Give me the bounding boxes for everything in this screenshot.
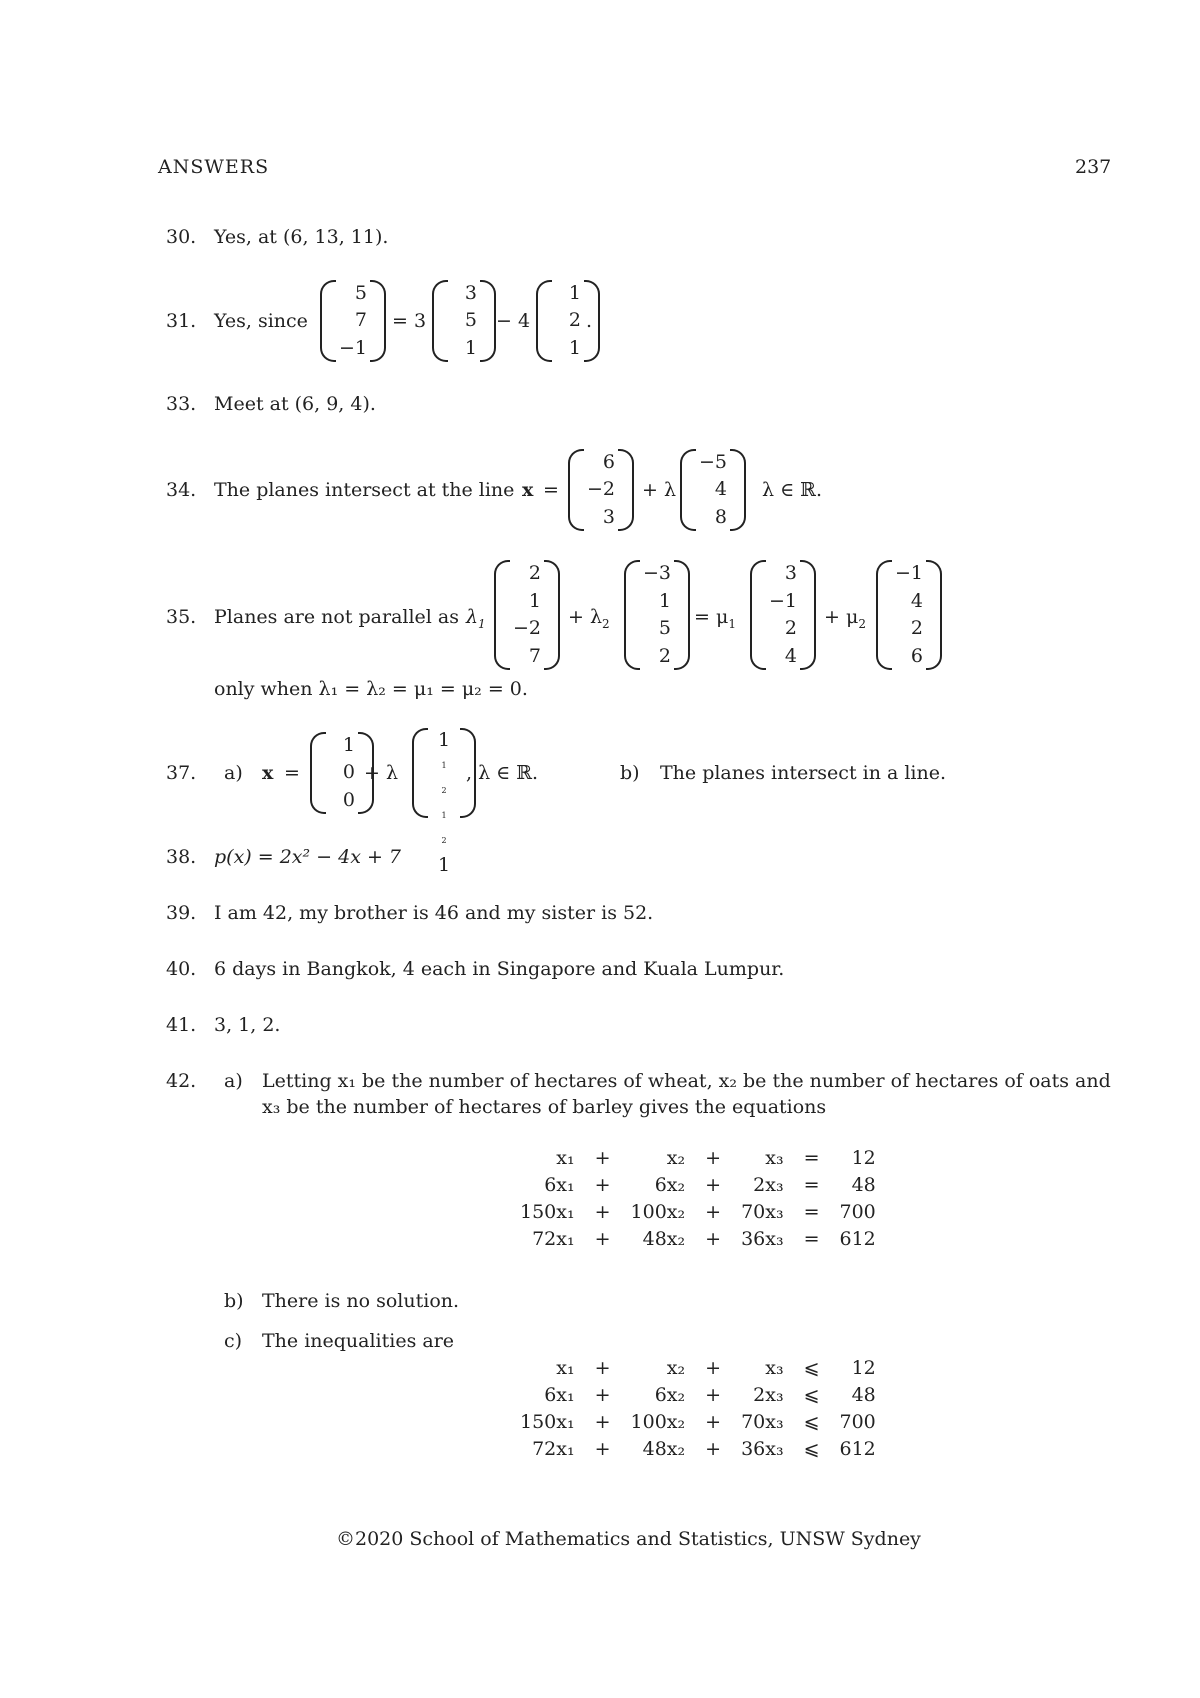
answer-text: x₃ be the number of hectares of barley gives the equations	[262, 1096, 827, 1118]
equation-system	[510, 1144, 886, 1252]
answer-number: 39.	[166, 902, 197, 924]
answer-text: Meet at (6, 9, 4).	[214, 393, 376, 415]
minus-coefficient: − 4	[496, 310, 531, 332]
answer-number: 42.	[166, 1070, 197, 1092]
column-vector: 6 −2 3	[568, 449, 634, 531]
plus-lambda-2: + $\lambda_2$	[568, 606, 610, 631]
part-label: a)	[224, 1070, 243, 1092]
column-vector: 3 −1 2 4	[750, 560, 816, 670]
answer-text: Letting x₁ be the number of hectares of wheat, x₂ be the number of hectares of oats and	[262, 1070, 1111, 1092]
answer-number: 37.	[166, 762, 197, 784]
plus-lambda: + λ	[364, 762, 399, 784]
part-label: c)	[224, 1330, 243, 1352]
answer-number: 38.	[166, 846, 197, 868]
equation-row: 72x₁ + 48x₂ + 36x₃ = 612	[532, 1227, 876, 1250]
lambda-in-R: λ ∈ ℝ.	[762, 479, 823, 501]
answer-text: Yes, since	[214, 310, 308, 332]
equals-sign: =	[284, 762, 300, 784]
equals-mu-1: = $\mu_1$	[694, 606, 736, 631]
part-label: a)	[224, 762, 243, 784]
answer-text: There is no solution.	[262, 1290, 460, 1312]
answer-text: Planes are not parallel as	[214, 606, 459, 628]
equation-row: 150x₁ + 100x₂ + 70x₃ = 700	[520, 1200, 876, 1223]
answer-number: 41.	[166, 1014, 197, 1036]
vector-x: x	[522, 479, 534, 501]
column-vector: 3 5 1	[432, 280, 496, 362]
answer-text: 3, 1, 2.	[214, 1014, 281, 1036]
answer-text: 6 days in Bangkok, 4 each in Singapore and Kuala Lumpur.	[214, 958, 785, 980]
answer-text: Yes, at (6, 13, 11).	[214, 226, 389, 248]
inequality-row: 150x₁ + 100x₂ + 70x₃ ⩽ 700	[520, 1410, 876, 1433]
column-vector: 1 2 1	[536, 280, 600, 362]
part-label: b)	[224, 1290, 244, 1312]
equals-sign: =	[543, 479, 559, 501]
answer-text: p(x) = 2x² − 4x + 7	[214, 846, 402, 868]
period: .	[586, 310, 593, 332]
answer-number: 35.	[166, 606, 197, 628]
answer-text: The planes intersect at the line	[214, 479, 515, 501]
page-number: 237	[1075, 156, 1112, 178]
lambda-in-R: , λ ∈ ℝ.	[466, 762, 539, 784]
equation-row: x₁ + x₂ + x₃ = 12	[556, 1146, 876, 1169]
inequality-row: 72x₁ + 48x₂ + 36x₃ ⩽ 612	[532, 1437, 876, 1460]
column-vector: 2 1 −2 7	[494, 560, 560, 670]
answer-text: I am 42, my brother is 46 and my sister is 52.	[214, 902, 654, 924]
vector-x: x	[262, 762, 274, 784]
column-vector: 5 7 −1	[320, 280, 386, 362]
copyright-footer: ©2020 School of Mathematics and Statistics, UNSW Sydney	[336, 1528, 921, 1550]
column-vector: −5 4 8	[680, 449, 746, 531]
equals-coefficient: = 3	[392, 310, 427, 332]
column-vector: −3 1 5 2	[624, 560, 690, 670]
answer-number: 33.	[166, 393, 197, 415]
answer-number: 30.	[166, 226, 197, 248]
part-label: b)	[620, 762, 640, 784]
plus-mu-2: + $\mu_2$	[824, 606, 866, 631]
answer-text: The planes intersect in a line.	[660, 762, 947, 784]
column-vector: 1 0 0	[310, 732, 374, 814]
running-header: ANSWERS	[158, 156, 270, 178]
inequality-row: x₁ + x₂ + x₃ ⩽ 12	[556, 1356, 876, 1379]
answer-number: 34.	[166, 479, 197, 501]
column-vector: −1 4 2 6	[876, 560, 942, 670]
answer-number: 31.	[166, 310, 197, 332]
answer-text: The inequalities are	[262, 1330, 455, 1352]
column-vector: 1 1 2 1 2 1	[412, 728, 476, 818]
equation-row: 6x₁ + 6x₂ + 2x₃ = 48	[544, 1173, 876, 1196]
answer-number: 40.	[166, 958, 197, 980]
lambda-1: $\lambda_1$	[466, 606, 486, 631]
plus-lambda: + λ	[642, 479, 677, 501]
answer-text: only when λ₁ = λ₂ = μ₁ = μ₂ = 0.	[214, 678, 528, 700]
inequality-system	[510, 1354, 886, 1462]
inequality-row: 6x₁ + 6x₂ + 2x₃ ⩽ 48	[544, 1383, 876, 1406]
